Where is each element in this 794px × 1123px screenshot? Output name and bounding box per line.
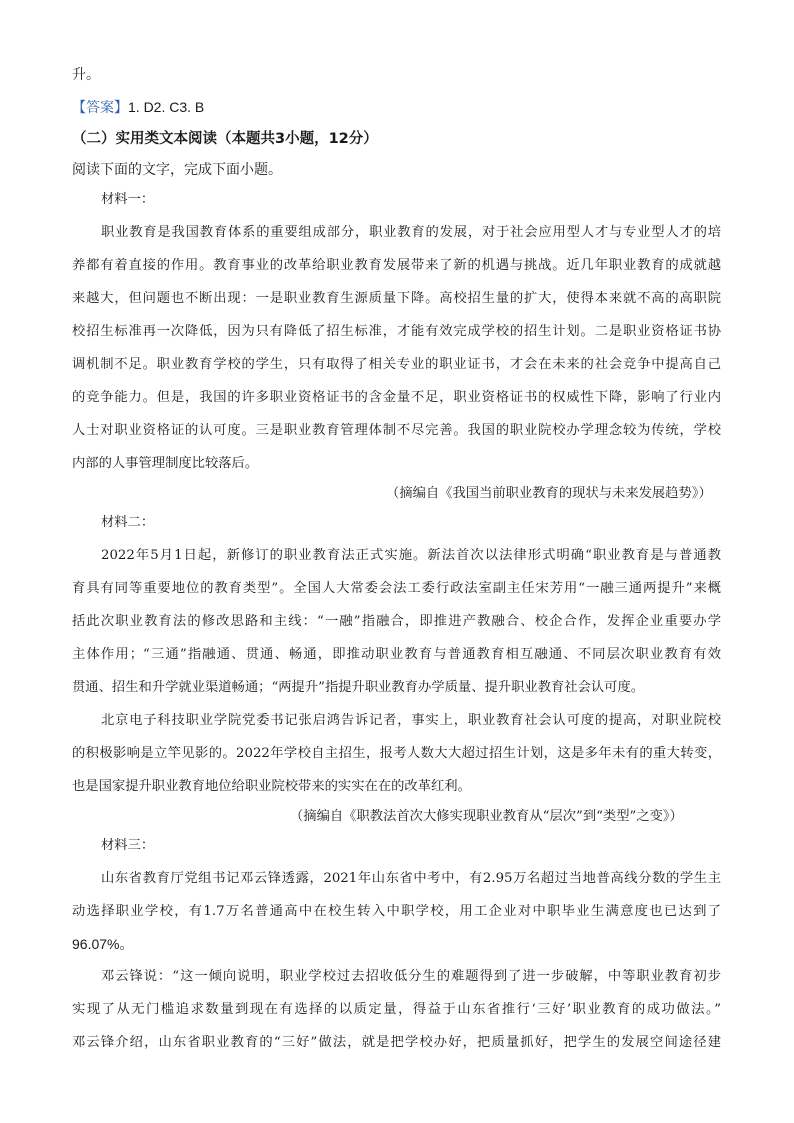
answer-line xyxy=(72,97,332,117)
text-line: 括此次职业教育法的修改思路和主线：“一融”指融合，即推进产教融合、校企合作，发挥企业重要办学 xyxy=(72,614,721,629)
text-line: 人士对职业资格证的认可度。三是职业教育管理体制不尽完善。我国的职业院校办学理念较为传统，学校 xyxy=(72,423,721,438)
text-line: 来越大，但问题也不断出现：一是职业教育生源质量下降。高校招生量的扩大，使得本来就不高的高职院 xyxy=(72,291,721,306)
text-line: 2022年5月1日起，新修订的职业教育法正式实施。新法首次以法律形式明确“职业教育是与普通教 xyxy=(101,548,721,563)
answer-text: 1. D2. C3. B xyxy=(128,99,205,115)
text-line: 96.07%。 xyxy=(72,936,134,952)
text-line: 材料一： xyxy=(101,192,155,207)
text-line: 材料三： xyxy=(101,838,155,853)
text-line: 校招生标准再一次降低，因为只有降低了招生标准，才能有效完成学校的招生计划。二是职业资格证书协 xyxy=(72,324,721,339)
text-line: 邓云锋介绍，山东省职业教育的“三好”做法，就是把学校办好，把质量抓好，把学生的发展空间途径建 xyxy=(72,1035,721,1050)
text-line: （摘编自《职教法首次大修实现职业教育从“层次”到“类型”之变》） xyxy=(290,809,683,824)
text-line: 实现了从无门槛追求数量到现在有选择的以质定量，得益于山东省推行‘三好’职业教育的成功做法。” xyxy=(72,1002,721,1017)
text-line: 内部的人事管理制度比较落后。 xyxy=(72,456,259,471)
text-line: 的积极影响是立竿见影的。2022年学校自主招生，报考人数大大超过招生计划，这是多年未有的重大转变， xyxy=(72,746,721,761)
text-line: 的竞争能力。但是，我国的许多职业资格证书的含金量不足，职业资格证书的权威性下降，影响了行业内 xyxy=(72,390,721,405)
text-line: 育具有同等重要地位的教育类型”。全国人大常委会法工委行政法室副主任宋芳用“一融三通两提升”来概 xyxy=(72,581,721,596)
text-line: 职业教育是我国教育体系的重要组成部分，职业教育的发展，对于社会应用型人才与专业型人才的培 xyxy=(101,225,721,240)
text-line: 北京电子科技职业学院党委书记张启鸿告诉记者，事实上，职业教育社会认可度的提高，对职业院校 xyxy=(101,713,721,728)
text-line: 贯通、招生和升学就业渠道畅通；“两提升”指提升职业教育办学质量、提升职业教育社会认可度。 xyxy=(72,680,645,695)
text-line: （二）实用类文本阅读（本题共3小题，12分） xyxy=(72,131,378,147)
text-line: 升。 xyxy=(72,66,100,82)
text-line: 主体作用；“三通”指融通、贯通、畅通，即推动职业教育与普通教育相互融通、不同层次职业教育有效 xyxy=(72,647,721,662)
text-line: 也是国家提升职业教育地位给职业院校带来的实实在在的改革红利。 xyxy=(72,779,471,794)
text-line: （摘编自《我国当前职业教育的现状与未来发展趋势》） xyxy=(386,486,712,501)
text-line: 材料二： xyxy=(101,515,155,530)
text-line: 养都有着直接的作用。教育事业的改革给职业教育发展带来了新的机遇与挑战。近几年职业教育的成就越 xyxy=(72,258,721,273)
text-line: 调机制不足。职业教育学校的学生，只有取得了相关专业的职业证书，才会在未来的社会竞争中提高自己 xyxy=(72,357,721,372)
answer-tag: 【答案】 xyxy=(72,99,128,115)
text-line: 阅读下面的文字，完成下面小题。 xyxy=(72,161,282,177)
text-line: 动选择职业学校，有1.7万名普通高中在校生转入中职学校，用工企业对中职毕业生满意度也已达到了 xyxy=(72,904,721,919)
text-line: 山东省教育厅党组书记邓云锋透露，2021年山东省中考中，有2.95万名超过当地普高线分数的学生主 xyxy=(101,871,721,886)
text-line: 邓云锋说：“这一倾向说明，职业学校过去招收低分生的难题得到了进一步破解，中等职业教育初步 xyxy=(101,969,721,984)
